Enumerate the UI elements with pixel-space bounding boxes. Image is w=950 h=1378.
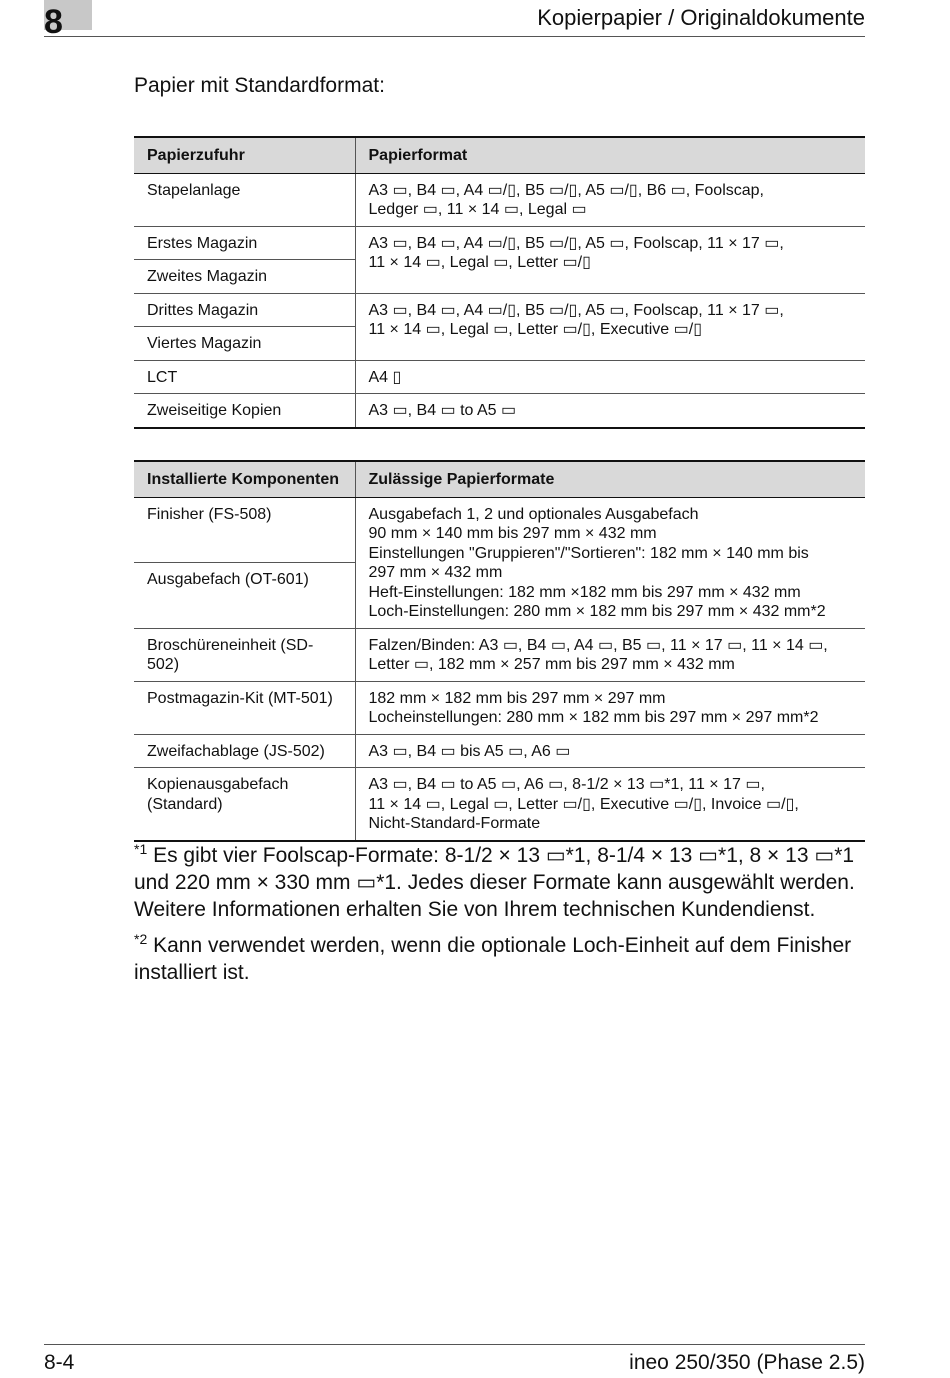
footnote-mark: *1 — [134, 841, 148, 857]
format-line: A3 ▭, B4 ▭, A4 ▭/▯, B5 ▭/▯, A5 ▭, Foolscap, 11 × 17 ▭, — [368, 234, 784, 252]
format-line: Nicht-Standard-Formate — [368, 815, 541, 832]
component-cell: Finisher (FS-508) — [134, 497, 355, 563]
footnotes — [134, 842, 869, 995]
table-row — [134, 497, 865, 563]
column-header: Papierformat — [355, 137, 865, 173]
source-cell: Zweites Magazin — [134, 260, 355, 294]
format-line: Letter ▭, 182 mm × 257 mm bis 297 mm × 432 mm — [368, 656, 735, 673]
format-line: 90 mm × 140 mm bis 297 mm × 432 mm — [368, 525, 657, 542]
footnote-text: Es gibt vier Foolscap-Formate: 8-1/2 × 13 ▭*1, 8-1/4 × 13 ▭*1, 8 × 13 ▭*1 und 220 mm × 330 mm ▭*1. Jedes dieser Formate kann ausgewählt werden. Weitere Informationen erhalten Sie von Ihrem technischen Kundendienst. — [134, 844, 855, 921]
components-table — [134, 460, 865, 842]
format-line: A3 ▭, B4 ▭ to A5 ▭ — [368, 402, 517, 419]
header-rule — [44, 36, 865, 37]
format-cell — [355, 360, 865, 394]
format-cell — [355, 681, 865, 734]
footnote-text: Kann verwendet werden, wenn die optionale Loch-Einheit auf dem Finisher installiert ist. — [134, 934, 852, 984]
table-row — [134, 226, 865, 260]
section-intro: Papier mit Standardformat: — [134, 74, 385, 97]
format-cell — [355, 293, 865, 360]
source-cell: Viertes Magazin — [134, 327, 355, 361]
product-name: ineo 250/350 (Phase 2.5) — [629, 1351, 865, 1374]
table-row — [134, 360, 865, 394]
source-cell: Stapelanlage — [134, 173, 355, 226]
format-line: 11 × 14 ▭, Legal ▭, Letter ▭/▯, Executive ▭/▯ — [368, 321, 702, 338]
page-header-title: Kopierpapier / Originaldokumente — [537, 5, 865, 30]
format-line: A3 ▭, B4 ▭, A4 ▭/▯, B5 ▭/▯, A5 ▭/▯, B6 ▭, Foolscap, — [368, 181, 764, 199]
format-line: 182 mm × 182 mm bis 297 mm × 297 mm — [368, 689, 666, 707]
component-cell — [134, 768, 355, 841]
column-header: Installierte Komponenten — [134, 461, 355, 497]
source-cell: Drittes Magazin — [134, 293, 355, 327]
paper-source-table — [134, 136, 865, 429]
table-header-row — [134, 137, 865, 173]
format-line: Heft-Einstellungen: 182 mm ×182 mm bis 297 mm × 432 mm — [368, 583, 801, 601]
format-cell — [355, 394, 865, 428]
component-cell — [134, 628, 355, 681]
format-line: 297 mm × 432 mm — [368, 564, 503, 581]
component-cell: Ausgabefach (OT-601) — [134, 563, 355, 629]
format-line: Falzen/Binden: A3 ▭, B4 ▭, A4 ▭, B5 ▭, 11 × 17 ▭, 11 × 14 ▭, — [368, 636, 828, 654]
format-cell — [355, 734, 865, 768]
format-line: A4 ▯ — [368, 368, 402, 386]
component-cell: Zweifachablage (JS-502) — [134, 734, 355, 768]
table-row — [134, 628, 865, 681]
column-header: Zulässige Papierformate — [355, 461, 865, 497]
format-cell — [355, 628, 865, 681]
format-line: Einstellungen "Gruppieren"/"Sortieren": 182 mm × 140 mm bis — [368, 544, 809, 562]
format-cell — [355, 226, 865, 293]
format-line: Locheinstellungen: 280 mm × 182 mm bis 297 mm × 297 mm*2 — [368, 709, 819, 726]
table-row — [134, 293, 865, 327]
table-row — [134, 173, 865, 226]
source-cell: Erstes Magazin — [134, 226, 355, 260]
footer-rule — [44, 1344, 865, 1345]
format-cell — [355, 173, 865, 226]
component-label: Broschüreneinheit (SD-502) — [147, 636, 314, 673]
table-row — [134, 768, 865, 841]
source-cell: LCT — [134, 360, 355, 394]
format-line: Loch-Einstellungen: 280 mm × 182 mm bis 297 mm × 432 mm*2 — [368, 603, 826, 620]
format-line: 11 × 14 ▭, Legal ▭, Letter ▭/▯, Executive ▭/▯, Invoice ▭/▯, — [368, 795, 799, 813]
format-line: Ledger ▭, 11 × 14 ▭, Legal ▭ — [368, 201, 587, 218]
table-row — [134, 734, 865, 768]
format-line: Ausgabefach 1, 2 und optionales Ausgabefach — [368, 505, 699, 523]
page-number: 8-4 — [44, 1351, 75, 1374]
table-row — [134, 394, 865, 428]
format-line: A3 ▭, B4 ▭ to A5 ▭, A6 ▭, 8-1/2 × 13 ▭*1, 11 × 17 ▭, — [368, 776, 765, 793]
table-row — [134, 681, 865, 734]
footnote-mark: *2 — [134, 931, 148, 947]
table-header-row — [134, 461, 865, 497]
chapter-number: 8 — [44, 3, 63, 41]
format-line: 11 × 14 ▭, Legal ▭, Letter ▭/▯ — [368, 254, 591, 271]
source-cell: Zweiseitige Kopien — [134, 394, 355, 428]
footnote — [134, 842, 869, 923]
component-label: Kopienausgabefach (Standard) — [147, 776, 289, 813]
column-header: Papierzufuhr — [134, 137, 355, 173]
format-line: A3 ▭, B4 ▭, A4 ▭/▯, B5 ▭/▯, A5 ▭, Foolscap, 11 × 17 ▭, — [368, 301, 784, 319]
format-line: A3 ▭, B4 ▭ bis A5 ▭, A6 ▭ — [368, 742, 571, 760]
format-cell — [355, 768, 865, 841]
component-cell: Postmagazin-Kit (MT-501) — [134, 681, 355, 734]
format-cell — [355, 497, 865, 628]
footnote — [134, 932, 869, 986]
